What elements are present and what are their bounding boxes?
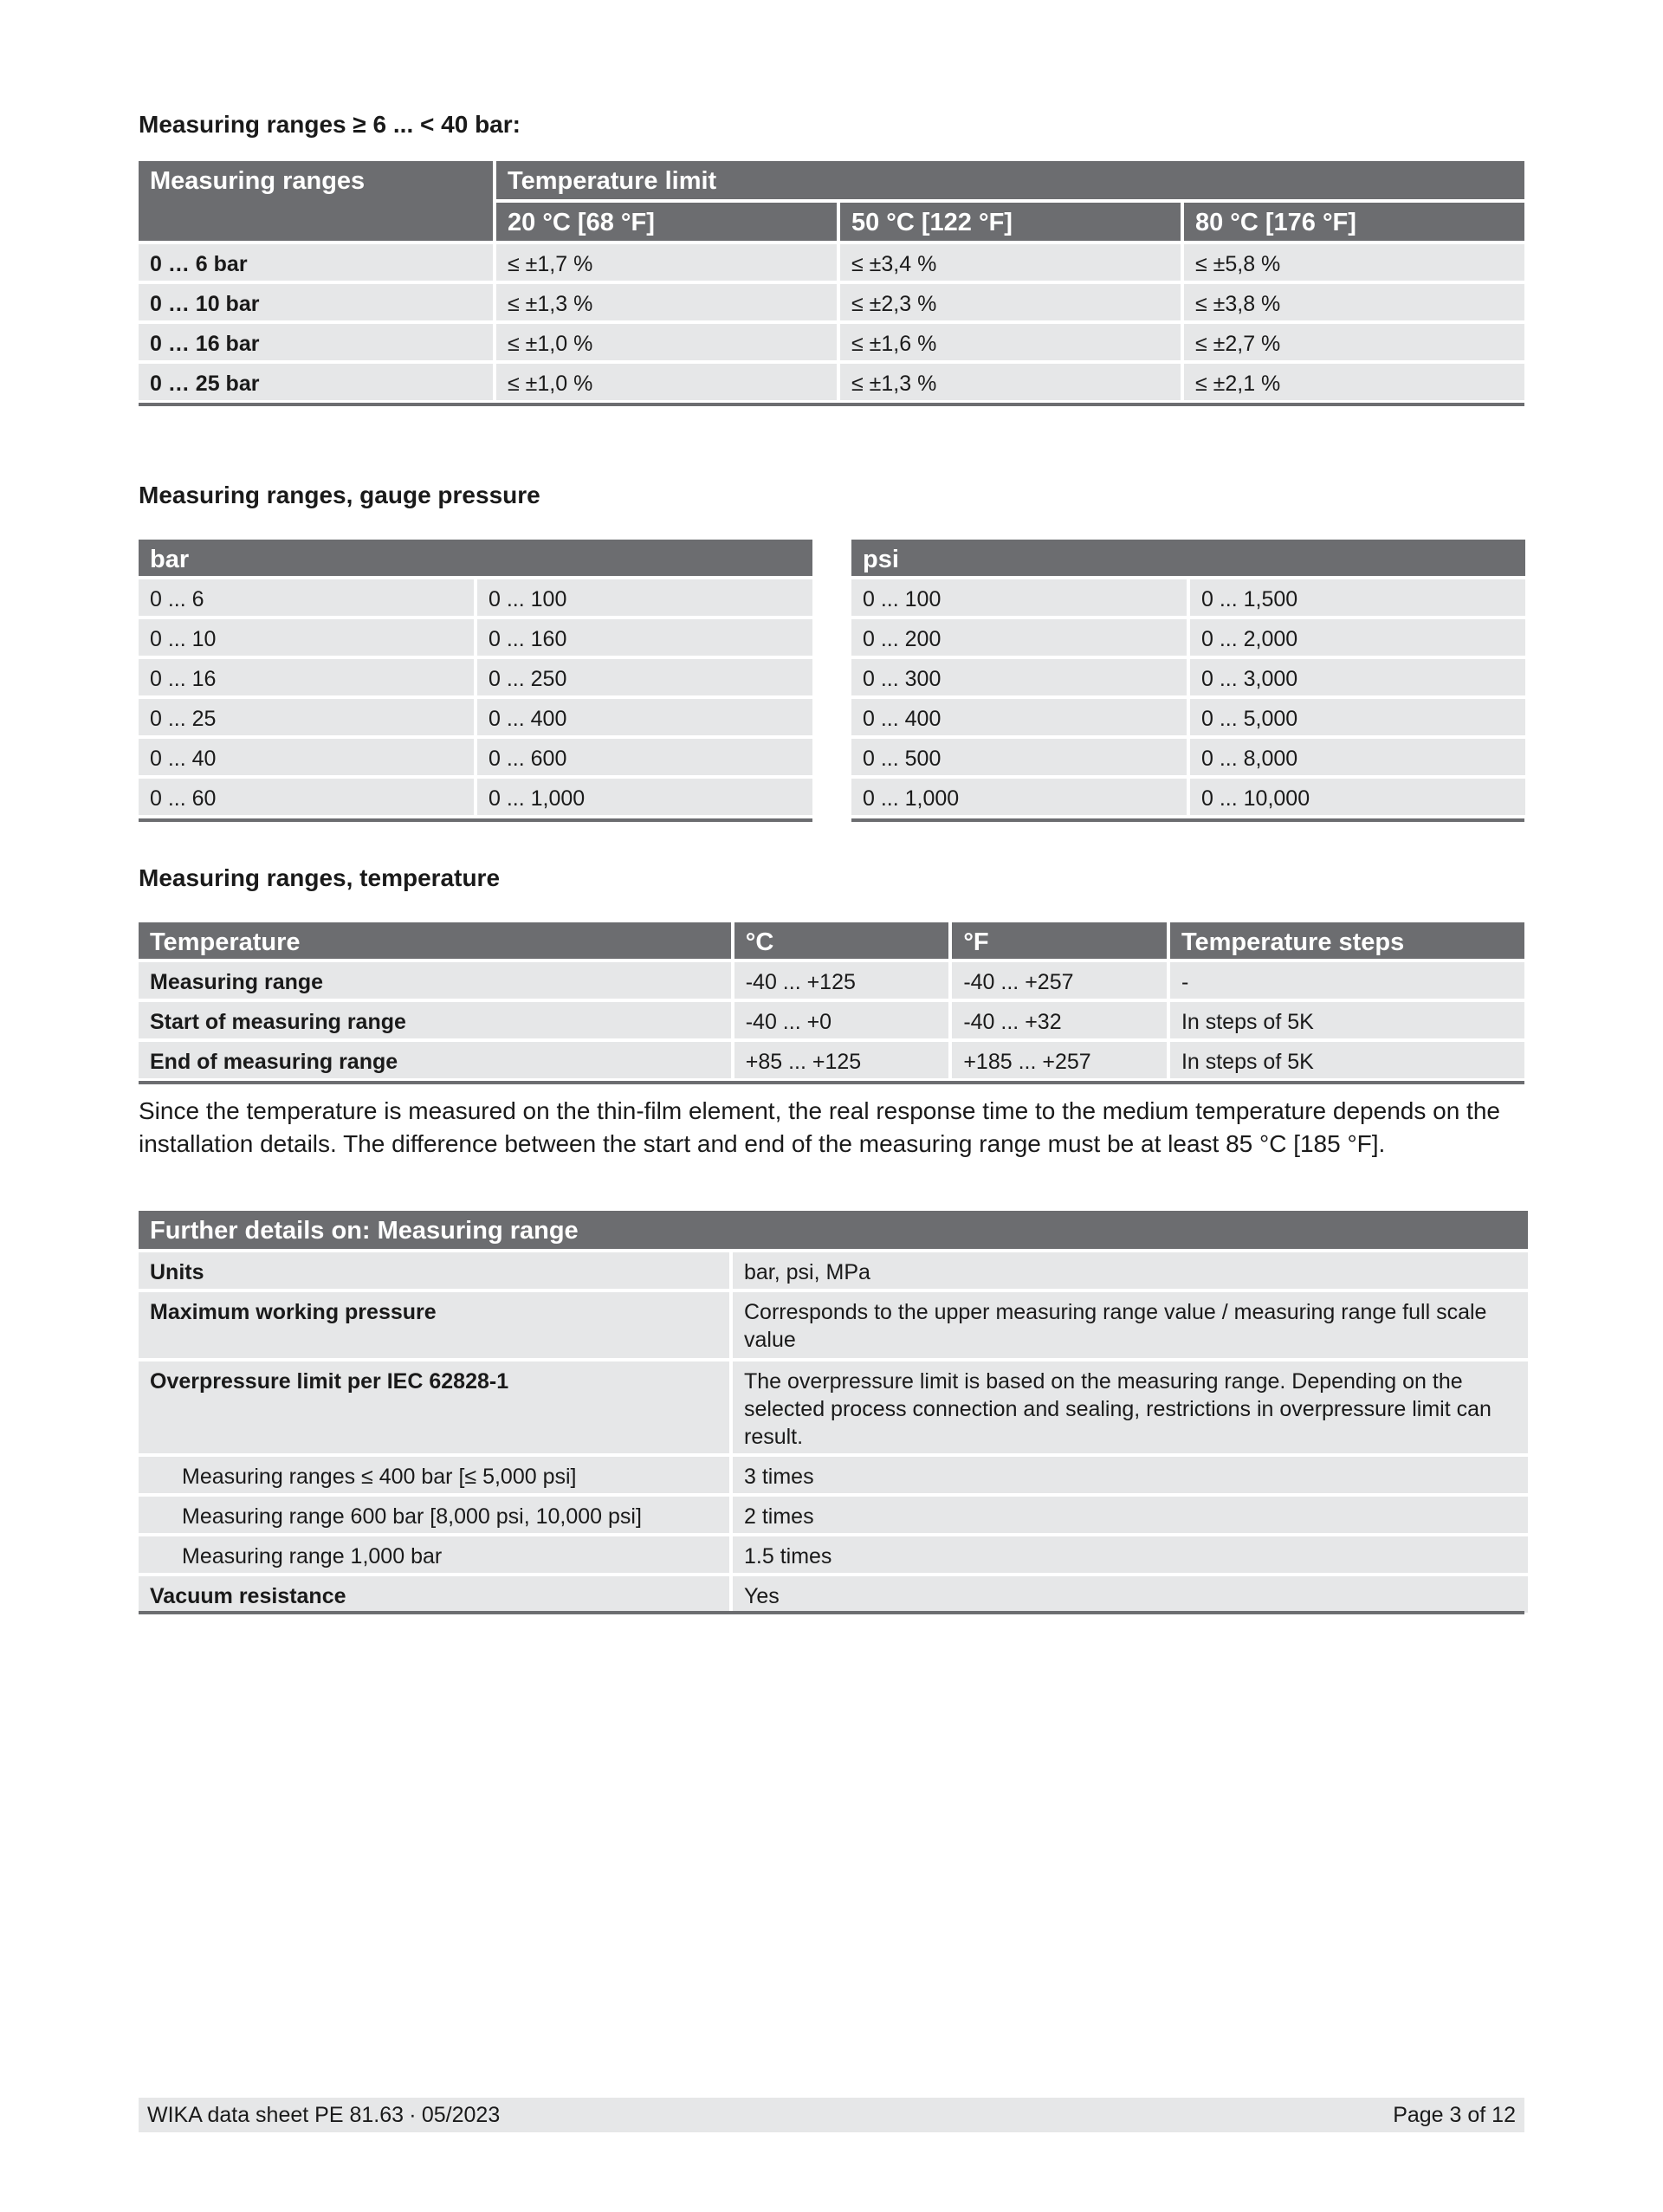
table-row bbox=[851, 739, 1525, 775]
table-row bbox=[139, 699, 812, 735]
row-label: Start of measuring range bbox=[139, 1002, 731, 1038]
table-row bbox=[139, 244, 1524, 281]
header-bar: bar bbox=[139, 540, 812, 576]
range-cell: 0 ... 1,000 bbox=[477, 779, 812, 815]
value-cell: -40 ... +0 bbox=[734, 1002, 949, 1038]
header-temperature-steps: Temperature steps bbox=[1170, 922, 1524, 959]
range-cell: 0 ... 400 bbox=[851, 699, 1187, 735]
value-cell: ≤ ±1,0 % bbox=[496, 324, 837, 360]
value-cell: ≤ ±3,8 % bbox=[1184, 284, 1524, 320]
table-row bbox=[139, 1497, 1528, 1533]
value-cell: In steps of 5K bbox=[1170, 1042, 1524, 1078]
table-bottom-rule bbox=[139, 1081, 1524, 1084]
range-cell: 0 ... 400 bbox=[477, 699, 812, 735]
row-label: Measuring ranges ≤ 400 bar [≤ 5,000 psi] bbox=[139, 1457, 729, 1493]
table-row bbox=[139, 324, 1524, 360]
header-temperature: Temperature bbox=[139, 922, 731, 959]
range-cell: 0 ... 60 bbox=[139, 779, 474, 815]
table-row bbox=[139, 1536, 1528, 1573]
table-row bbox=[139, 659, 812, 695]
value-cell: ≤ ±2,3 % bbox=[840, 284, 1181, 320]
value-cell: -40 ... +125 bbox=[734, 962, 949, 999]
section-title-pressure-ranges: Measuring ranges ≥ 6 ... < 40 bar: bbox=[139, 111, 521, 138]
header-fahrenheit: °F bbox=[952, 922, 1167, 959]
range-cell: 0 … 25 bar bbox=[139, 364, 493, 400]
range-cell: 0 ... 100 bbox=[851, 579, 1187, 616]
range-cell: 0 ... 250 bbox=[477, 659, 812, 695]
value-cell: Corresponds to the upper measuring range value / measuring range full scale value bbox=[733, 1292, 1528, 1358]
table-row bbox=[139, 579, 812, 616]
table-row bbox=[139, 1252, 1528, 1289]
range-cell: 0 ... 16 bbox=[139, 659, 474, 695]
row-label: Measuring range 600 bar [8,000 psi, 10,000 psi] bbox=[139, 1497, 729, 1533]
range-cell: 0 … 10 bar bbox=[139, 284, 493, 320]
value-cell: 2 times bbox=[733, 1497, 1528, 1533]
range-cell: 0 ... 300 bbox=[851, 659, 1187, 695]
header-measuring-ranges: Measuring ranges bbox=[139, 161, 493, 241]
range-cell: 0 ... 100 bbox=[477, 579, 812, 616]
range-cell: 0 ... 6 bbox=[139, 579, 474, 616]
page-footer bbox=[139, 2098, 1524, 2132]
temperature-limit-table bbox=[135, 158, 1528, 404]
row-label: Overpressure limit per IEC 62828-1 bbox=[139, 1361, 729, 1453]
value-cell: ≤ ±1,3 % bbox=[840, 364, 1181, 400]
range-cell: 0 ... 2,000 bbox=[1190, 619, 1525, 656]
table-row bbox=[139, 284, 1524, 320]
value-cell: Yes bbox=[733, 1576, 1528, 1613]
value-cell: ≤ ±5,8 % bbox=[1184, 244, 1524, 281]
header-temperature-limit: Temperature limit bbox=[496, 161, 1524, 199]
value-cell: ≤ ±1,6 % bbox=[840, 324, 1181, 360]
value-cell: ≤ ±3,4 % bbox=[840, 244, 1181, 281]
row-label: Measuring range bbox=[139, 962, 731, 999]
table-bottom-rule bbox=[851, 818, 1524, 822]
value-cell: ≤ ±1,0 % bbox=[496, 364, 837, 400]
table-row bbox=[139, 1457, 1528, 1493]
value-cell: - bbox=[1170, 962, 1524, 999]
table-row bbox=[139, 779, 812, 815]
range-cell: 0 ... 25 bbox=[139, 699, 474, 735]
table-row bbox=[139, 364, 1524, 400]
row-label: Vacuum resistance bbox=[139, 1576, 729, 1613]
further-details-table bbox=[135, 1207, 1531, 1616]
footer-page-number: Page 3 of 12 bbox=[1393, 2103, 1516, 2127]
row-label: Maximum working pressure bbox=[139, 1292, 729, 1358]
table-bottom-rule bbox=[139, 1611, 1524, 1614]
header-celsius: °C bbox=[734, 922, 949, 959]
range-cell: 0 ... 160 bbox=[477, 619, 812, 656]
section-title-temperature: Measuring ranges, temperature bbox=[139, 864, 501, 891]
range-cell: 0 ... 500 bbox=[851, 739, 1187, 775]
bar-ranges-table bbox=[135, 536, 816, 818]
value-cell: ≤ ±2,7 % bbox=[1184, 324, 1524, 360]
value-cell: bar, psi, MPa bbox=[733, 1252, 1528, 1289]
range-cell: 0 ... 5,000 bbox=[1190, 699, 1525, 735]
table-bottom-rule bbox=[139, 818, 812, 822]
header-temp-50: 50 °C [122 °F] bbox=[840, 203, 1181, 241]
header-further-details: Further details on: Measuring range bbox=[139, 1211, 1528, 1249]
value-cell: 3 times bbox=[733, 1457, 1528, 1493]
range-cell: 0 ... 1,500 bbox=[1190, 579, 1525, 616]
range-cell: 0 … 6 bar bbox=[139, 244, 493, 281]
table-row bbox=[139, 739, 812, 775]
table-row bbox=[851, 659, 1525, 695]
table-row bbox=[139, 619, 812, 656]
value-cell: +185 ... +257 bbox=[952, 1042, 1167, 1078]
range-cell: 0 ... 600 bbox=[477, 739, 812, 775]
table-row bbox=[139, 1002, 1524, 1038]
range-cell: 0 … 16 bar bbox=[139, 324, 493, 360]
header-temp-80: 80 °C [176 °F] bbox=[1184, 203, 1524, 241]
range-cell: 0 ... 200 bbox=[851, 619, 1187, 656]
value-cell: -40 ... +257 bbox=[952, 962, 1167, 999]
row-label: Measuring range 1,000 bar bbox=[139, 1536, 729, 1573]
header-temp-20: 20 °C [68 °F] bbox=[496, 203, 837, 241]
value-cell: -40 ... +32 bbox=[952, 1002, 1167, 1038]
row-label: End of measuring range bbox=[139, 1042, 731, 1078]
table-row bbox=[139, 1292, 1528, 1358]
value-cell: The overpressure limit is based on the measuring range. Depending on the selected process connection and sealing, restrictions in overpressure limit can result. bbox=[733, 1361, 1528, 1453]
value-cell: ≤ ±1,3 % bbox=[496, 284, 837, 320]
table-row bbox=[851, 779, 1525, 815]
table-row bbox=[139, 962, 1524, 999]
range-cell: 0 ... 40 bbox=[139, 739, 474, 775]
psi-ranges-table bbox=[848, 536, 1529, 818]
range-cell: 0 ... 8,000 bbox=[1190, 739, 1525, 775]
temperature-note: Since the temperature is measured on the thin-film element, the real response time to the medium temperature depends on the installation details. The difference between the start and end of the measuring range must be at least 85 °C [185 °F]. bbox=[139, 1097, 1500, 1157]
header-psi: psi bbox=[851, 540, 1525, 576]
value-cell: 1.5 times bbox=[733, 1536, 1528, 1573]
value-cell: In steps of 5K bbox=[1170, 1002, 1524, 1038]
table-bottom-rule bbox=[139, 403, 1524, 406]
range-cell: 0 ... 3,000 bbox=[1190, 659, 1525, 695]
range-cell: 0 ... 10 bbox=[139, 619, 474, 656]
table-row bbox=[139, 1042, 1524, 1078]
table-row bbox=[851, 699, 1525, 735]
table-row bbox=[851, 619, 1525, 656]
range-cell: 0 ... 1,000 bbox=[851, 779, 1187, 815]
value-cell: +85 ... +125 bbox=[734, 1042, 949, 1078]
table-row bbox=[139, 1361, 1528, 1453]
footer-datasheet-ref: WIKA data sheet PE 81.63 ∙ 05/2023 bbox=[147, 2103, 501, 2127]
section-title-gauge-pressure: Measuring ranges, gauge pressure bbox=[139, 482, 540, 508]
range-cell: 0 ... 10,000 bbox=[1190, 779, 1525, 815]
table-row bbox=[851, 579, 1525, 616]
row-label: Units bbox=[139, 1252, 729, 1289]
table-row bbox=[139, 1576, 1528, 1613]
value-cell: ≤ ±1,7 % bbox=[496, 244, 837, 281]
value-cell: ≤ ±2,1 % bbox=[1184, 364, 1524, 400]
temperature-ranges-table bbox=[135, 919, 1528, 1082]
